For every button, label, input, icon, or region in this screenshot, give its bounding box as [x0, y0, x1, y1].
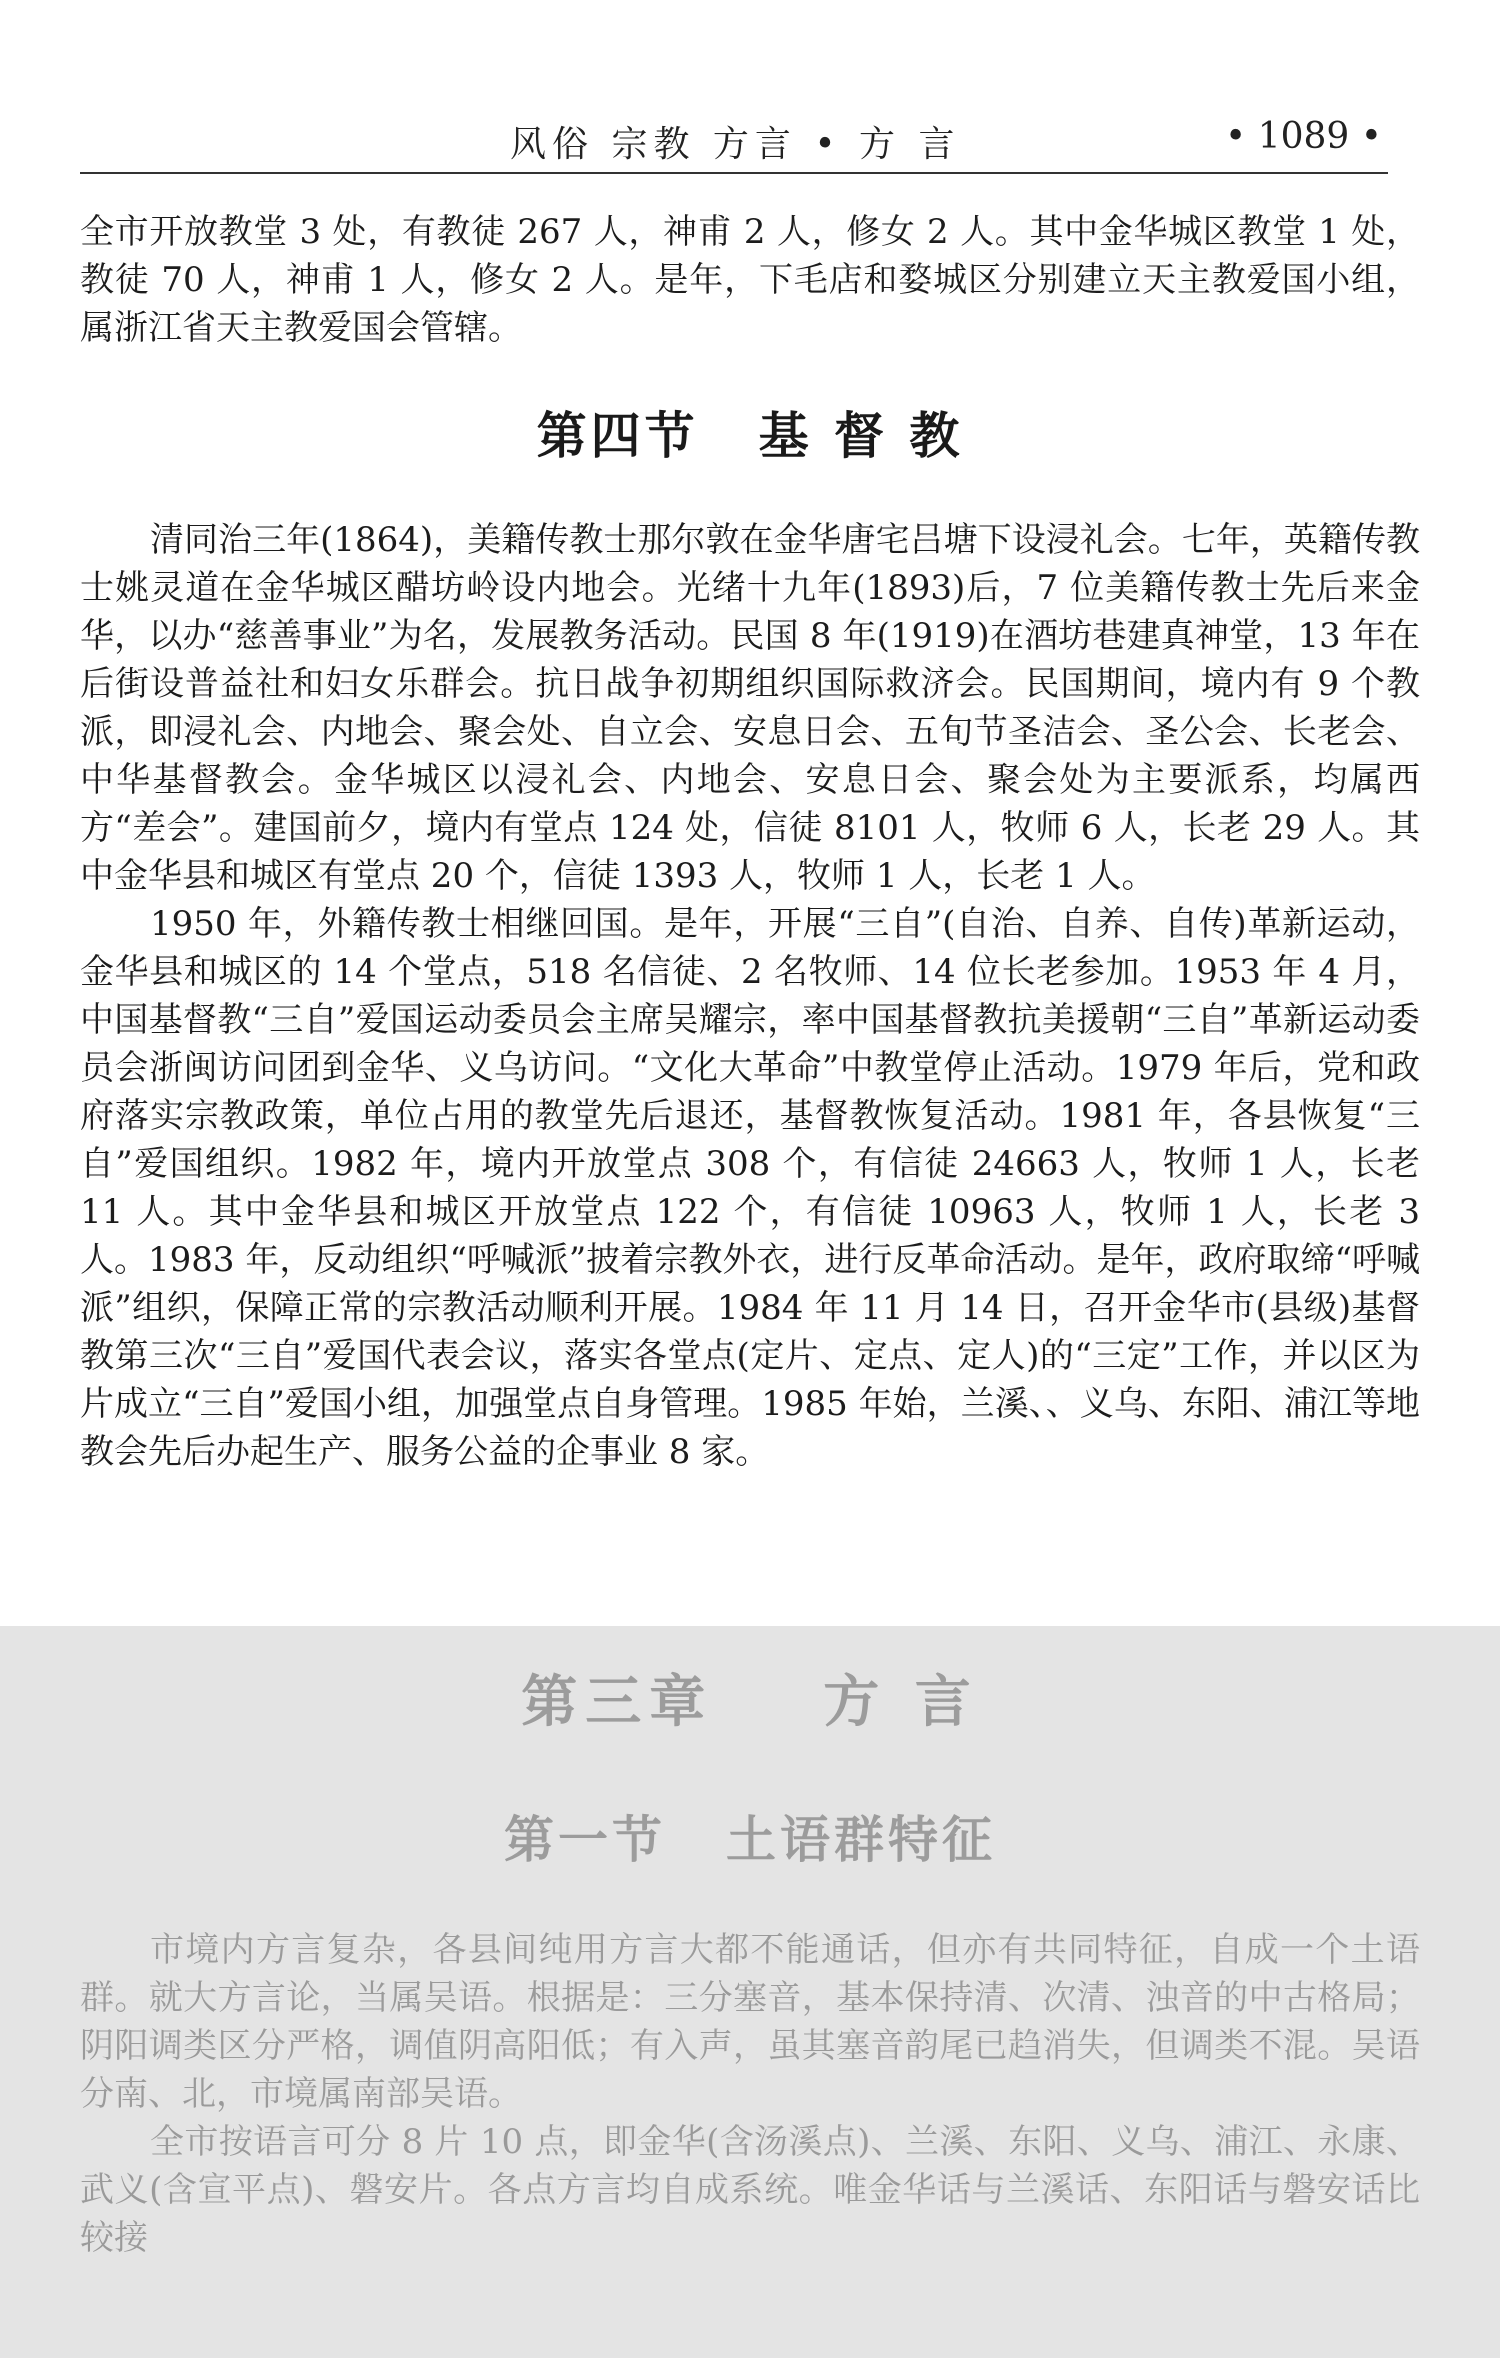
- running-head: [0, 112, 1500, 172]
- chapter-3-heading: [80, 1658, 1420, 1738]
- chapter-3-label: 第三章: [521, 1669, 714, 1735]
- section-4-title: 基 督 教: [758, 406, 964, 465]
- section-1-paragraph-1: 市境内方言复杂，各县间纯用方言大都不能通话，但亦有共同特征，自成一个土语群。就大方言论，当属吴语。根据是：三分塞音，基本保持清、次清、浊音的中古格局；阴阳调类区分严格，调值阴高阳低；有入声，虽其塞音韵尾已趋消失，但调类不混。吴语分南、北，市境属南部吴语。: [80, 1930, 1420, 2114]
- chapter-3-title: 方 言: [823, 1669, 979, 1735]
- paragraph-top-1: 全市开放教堂 3 处，有教徒 267 人，神甫 2 人，修女 2 人。其中金华城区教堂 1 处，教徒 70 人，神甫 1 人，修女 2 人。是年，下毛店和婺城区分别建立天主教爱国小组，属浙江省天主教爱国会管辖。: [80, 212, 1420, 348]
- section-1-heading: [80, 1800, 1420, 1872]
- running-head-title: 风俗 宗教 方言 • 方 言: [510, 124, 961, 165]
- section-4-heading: [80, 396, 1420, 468]
- section-4-paragraph-2: 1950 年，外籍传教士相继回国。是年，开展“三自”(自治、自养、自传)革新运动，金华县和城区的 14 个堂点，518 名信徒、2 名牧师、14 位长老参加。1953 年 4 月，中国基督教“三自”爱国运动委员会主席吴耀宗，率中国基督教抗美援朝“三自”革新运动委员会浙闽访问团到金华、义乌访问。“文化大革命”中教堂停止活动。1979 年后，党和政府落实宗教政策，单位占用的教堂先后退还，基督教恢复活动。1981 年，各县恢复“三自”爱国组织。1982 年，境内开放堂点 308 个，有信徒 24663 人，牧师 1 人，长老 11 人。其中金华县和城区开放堂点 122 个，有信徒 10963 人，牧师 1 人，长老 3 人。1983 年，反动组织“呼喊派”披着宗教外衣，进行反革命活动。是年，政府取缔“呼喊派”组织，保障正常的宗教活动顺利开展。1984 年 11 月 14 日，召开金华市(县级)基督教第三次“三自”爱国代表会议，落实各堂点(定片、定点、定人)的“三定”工作，并以区为片成立“三自”爱国小组，加强堂点自身管理。1985 年始，兰溪、、义乌、东阳、浦江等地教会先后办起生产、服务公益的企事业 8 家。: [80, 904, 1420, 1472]
- section-4-label: 第四节: [536, 406, 699, 465]
- section-4-paragraph-1: 清同治三年(1864)，美籍传教士那尔敦在金华唐宅吕塘下设浸礼会。七年，英籍传教士姚灵道在金华城区醋坊岭设内地会。光绪十九年(1893)后，7 位美籍传教士先后来金华，以办“慈善事业”为名，发展教务活动。民国 8 年(1919)在酒坊巷建真神堂，13 年在后街设普益社和妇女乐群会。抗日战争初期组织国际救济会。民国期间，境内有 9 个教派，即浸礼会、内地会、聚会处、自立会、安息日会、五旬节圣洁会、圣公会、长老会、中华基督教会。金华城区以浸礼会、内地会、安息日会、聚会处为主要派系，均属西方“差会”。建国前夕，境内有堂点 124 处，信徒 8101 人，牧师 6 人，长老 29 人。其中金华县和城区有堂点 20 个，信徒 1393 人，牧师 1 人，长老 1 人。: [80, 520, 1420, 896]
- header-rule: [80, 172, 1388, 174]
- page-number: • 1089 •: [1225, 116, 1382, 157]
- section-1-label: 第一节: [504, 1810, 666, 1869]
- section-1-title: 土语群特征: [726, 1810, 996, 1869]
- section-1-paragraph-2: 全市按语言可分 8 片 10 点，即金华(含汤溪点)、兰溪、东阳、义乌、浦江、永康、武义(含宣平点)、磐安片。各点方言均自成系统。唯金华话与兰溪话、东阳话与磐安话比较接: [80, 2122, 1420, 2258]
- faded-text: [80, 1658, 1420, 2262]
- main-text: [80, 208, 1420, 1476]
